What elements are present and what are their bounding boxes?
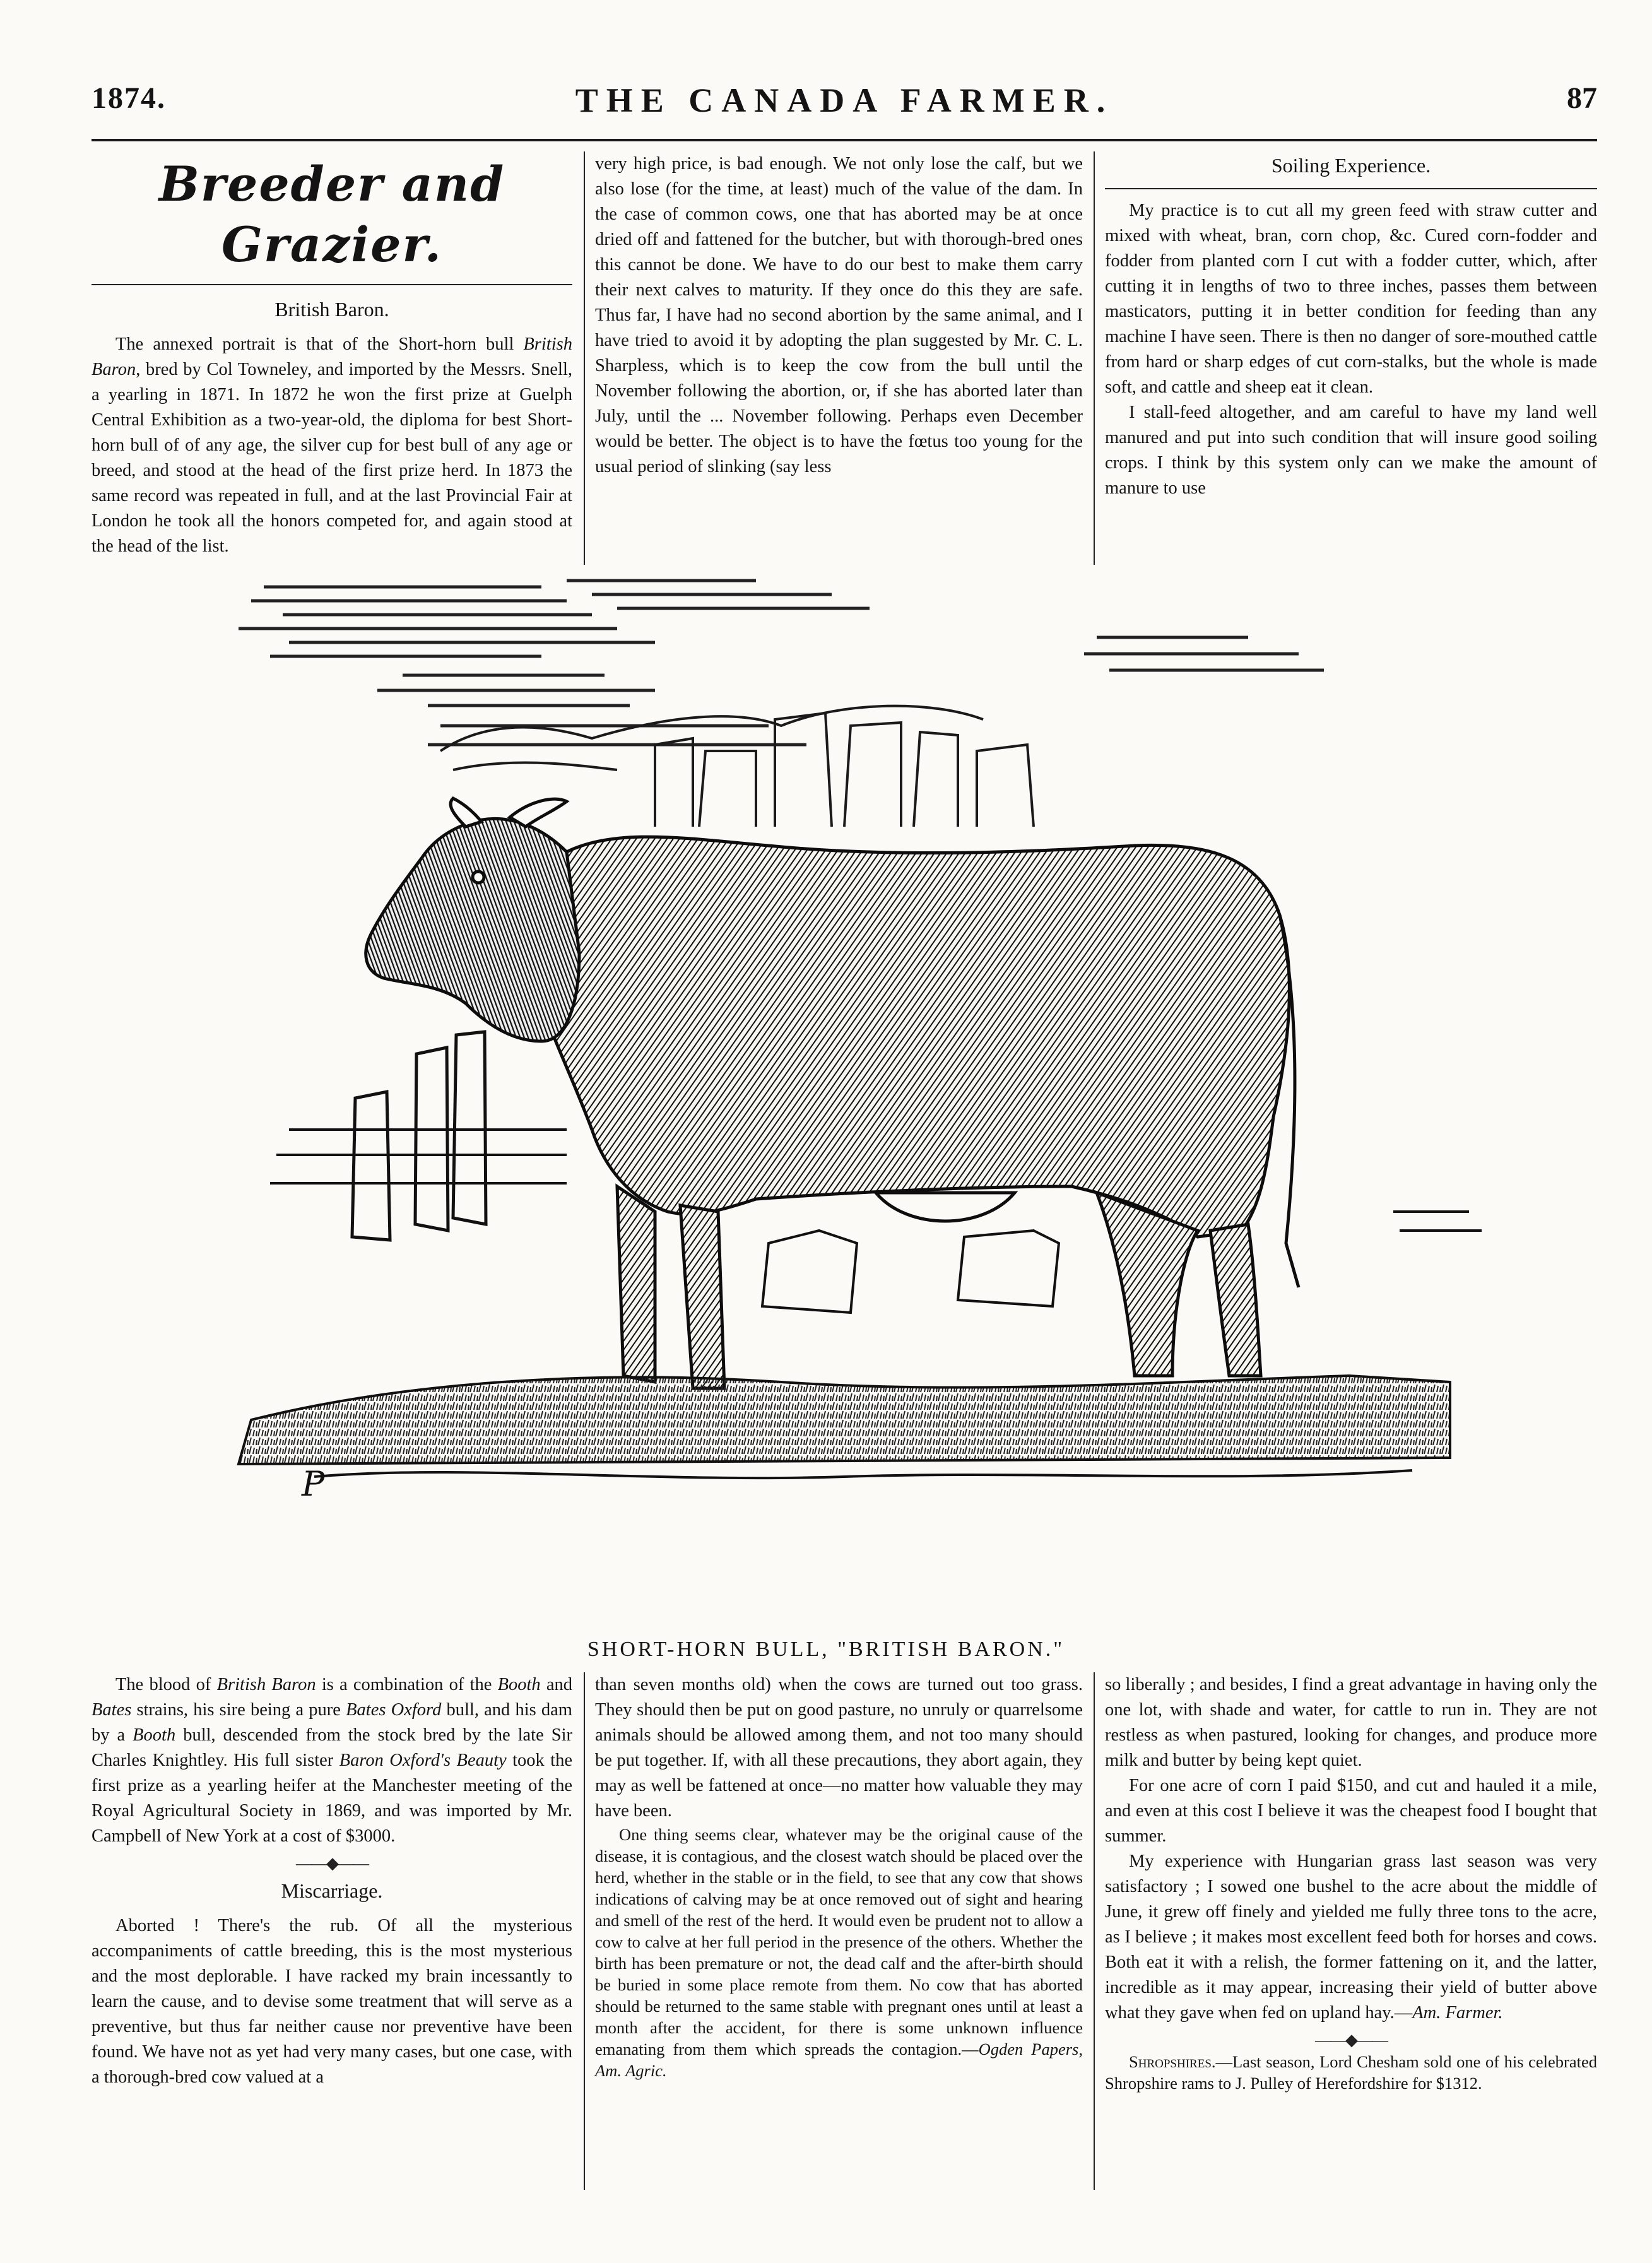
article-separator: ——◆——	[1315, 2031, 1387, 2049]
column-rule	[584, 1672, 585, 2190]
column-rule	[584, 151, 585, 565]
contagion-paragraph: One thing seems clear, whatever may be the original cause of the disease, it is contagious, and the closest watch should be placed over the herd, whether in the stable or in the field, to see that any cow that shows indications of calving may be at once removed out of sight and hearing and smell of the rest of the herd. It would even be prudent not to allow a cow to calve at her full period in the presence of the others. Whether the birth has been premature or not, the dead calf and the after-birth should be buried in some place remote from them. No cow that has aborted should be returned to the same stable with pregnant ones until at least a month after the accident, for there is some unknown influence emanating from them which spreads the contagion.—Ogden Papers, Am. Agric.	[595, 1825, 1083, 2080]
article-title-british-baron: British Baron.	[274, 298, 389, 321]
corn-cost-paragraph: For one acre of corn I paid $150, and cut and hauled it a mile, and even at this cost I believe it was the cheapest food I bought that summer.	[1105, 1776, 1597, 1846]
masthead-title: THE CANADA FARMER.	[575, 81, 1114, 119]
miscarriage-paragraph: Aborted ! There's the rub. Of all the mysterious accompaniments of cattle breeding, this is the most mysterious and the most deplorable. I have racked my brain incessantly to learn the cause, and to devise some treatment that will serve as a preventive, but thus far neither cause nor preventive have been found. We have not as yet had very many cases, but one case, with a thorough-bred cow valued at a	[91, 1916, 572, 2087]
bottom-column-3	[1105, 1672, 1597, 2094]
article-title-soiling-experience: Soiling Experience.	[1271, 154, 1431, 177]
running-header	[91, 81, 1597, 131]
bottom-column-2	[595, 1672, 1083, 2081]
engraver-mark: P	[302, 1464, 325, 1504]
shropshires-paragraph: Shropshires.—Last season, Lord Chesham sold one of his celebrated Shropshire rams to J. Pulley of Herefordshire for $1312.	[1105, 2052, 1597, 2093]
article-rule	[1105, 188, 1597, 189]
section-rule	[91, 284, 572, 285]
article-title-miscarriage: Miscarriage.	[281, 1879, 383, 1902]
soiling-paragraph-1: My practice is to cut all my green feed with straw cutter and mixed with wheat, bran, corn chop, &c. Cured corn-fodder and fodder from planted corn I cut with a fodder cutter, which, after cutting it in lengths of two to three inches, passes them between masticators, putting it in better condition for feeding than any machine I have seen. There is then no danger of sore-mouthed cattle from hard or sharp edges of cut corn-stalks, but the whole is made soft, and cattle and sheep eat it clean.	[1105, 201, 1597, 397]
article-separator: ——◆——	[296, 1854, 368, 1872]
ground	[239, 1376, 1450, 1478]
miscarriage-continued-paragraph: very high price, is bad enough. We not only lose the calf, but we also lose (for the time, at least) much of the value of the dam. In the case of common cows, one that has aborted may be at once dried off and fattened for the butcher, but with thorough-bred ones this cannot be done. We have to do our best to make them carry their next calves to maturity. If they once do this they are safe. Thus far, I have had no second abortion by the same animal, and I have tried to avoid it by adopting the plan suggested by Mr. C. L. Sharpless, which is to keep the cow from the bull until the November following the abortion, or, if she has aborted later than July, until the ... November following. Perhaps even December would be better. The object is to have the fœtus too young for the usual period of slinking (say less	[595, 154, 1083, 476]
top-column-3	[1105, 151, 1597, 501]
bottom-column-1	[91, 1672, 572, 2090]
soiling-paragraph-2: I stall-feed altogether, and am careful to have my land well manured and put into such condition that will insure good soiling crops. I think by this system only can we make the amount of manure to use	[1105, 403, 1597, 498]
top-column-2	[595, 151, 1083, 480]
top-column-1	[91, 151, 572, 559]
bull-engraving	[213, 562, 1488, 1628]
miscarriage-precautions-paragraph: than seven months old) when the cows are turned out too grass. They should then be put on good pasture, no unruly or quarrelsome animals should be allowed among them, and not too many should be put together. If, with all these precautions, they abort again, they may as well be fattened at once—no matter how valuable they may have been.	[595, 1675, 1083, 1821]
soiling-continued-paragraph: so liberally ; and besides, I find a great advantage in having only the one lot, with shade and water, for cattle to run in. They are not restless as when pastured, looking for changes, and produce more milk and butter by being kept quiet.	[1105, 1675, 1597, 1770]
hungarian-grass-paragraph: My experience with Hungarian grass last season was very satisfactory ; I sowed one bushel to the acre about the middle of June, it grew off finely and yielded me fully three tons to the acre, as I believe ; it makes most excellent feed both for horses and cows. Both eat it with a relish, the former fattening on it, and the latter, incredible as it may appear, increasing their yield of butter above what they gave when fed on upland hay.—Am. Farmer.	[1105, 1852, 1597, 2023]
header-rule	[91, 139, 1597, 141]
section-title: Breeder and Grazier.	[158, 156, 505, 273]
column-rule	[1094, 151, 1095, 565]
column-rule	[1094, 1672, 1095, 2190]
stones	[762, 1231, 1059, 1313]
cloud-streaks	[239, 581, 1324, 745]
illustration-caption: SHORT-HORN BULL, "BRITISH BARON."	[587, 1638, 1065, 1661]
british-baron-paragraph: The annexed portrait is that of the Short-horn bull British Baron, bred by Col Towneley, and imported by the Messrs. Snell, a yearling in 1871. In 1872 he won the first prize at Guelph Central Exhibition as a two-year-old, the diploma for best Short-horn bull of of any age, the silver cup for best bull of any age or breed, and stood at the head of the first prize herd. In 1873 the same record was repeated in full, and at the last Provincial Fair at London he took all the honors competed for, and again stood at the head of the list.	[91, 334, 572, 556]
bloodline-paragraph: The blood of British Baron is a combination of the Booth and Bates strains, his sire being a pure Bates Oxford bull, and his dam by a Booth bull, descended from the stock bred by the late Sir Charles Knightley. His full sister Baron Oxford's Beauty took the first prize as a yearling heifer at the Manchester meeting of the Royal Agricultural Society in 1869, and was imported by Mr. Campbell of New York at a cost of $3000.	[91, 1675, 572, 1846]
page-number: 87	[1567, 81, 1597, 115]
header-year: 1874.	[91, 81, 166, 115]
